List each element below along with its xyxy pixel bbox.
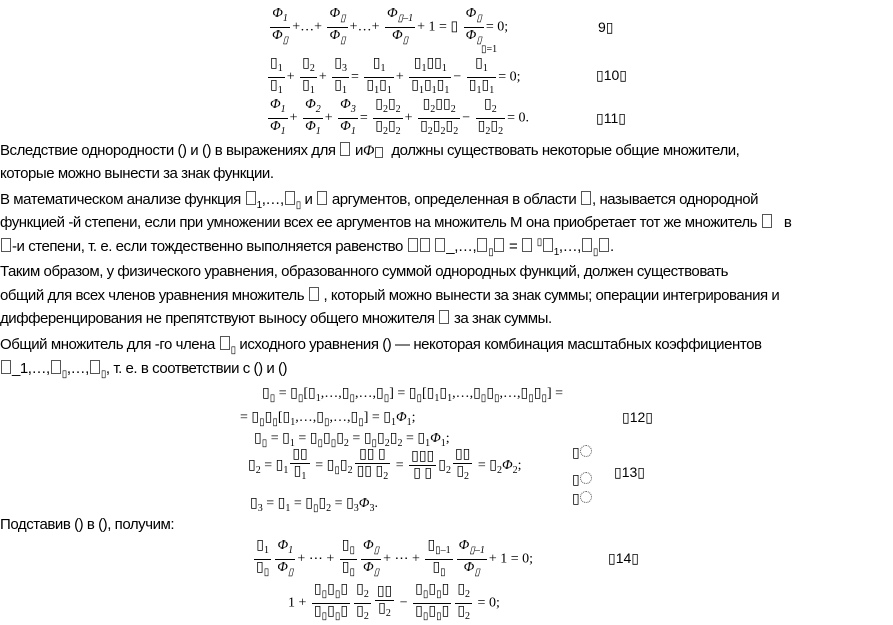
paragraph-3-line-2: общий для всех членов уравнения множитель , который можно вынести за знак суммы; операции интегрирования и bbox=[0, 287, 780, 304]
equation-13-line-3: $▯_3$ = $▯_1$ = $▯_▯▯_2$ = $▯_3\Phi_3$. bbox=[250, 496, 378, 514]
equation-14-line-2: 1 + $\frac{▯_▯▯_▯▯}{▯_▯▯_▯▯}$ $\frac{▯_2}{▯_2}$ $\frac{▯▯}{▯_2}$ − $\frac{▯_▯▯_▯▯}{▯_▯▯_▯▯}$ $\frac{▯_2}{▯_2}$ = 0; bbox=[288, 582, 500, 622]
equation-13-line-1: $▯_▯$ = $▯_1$ = $▯_▯▯_▯▯_2$ = $▯_▯▯_2▯_2$ = $▯_1\Phi_1$; bbox=[254, 431, 450, 449]
equation-9: $\frac{\Phi_1}{\Phi_▯}$ +…+ $\frac{\Phi_▯}{\Phi_▯}$ +…+ $\frac{\Phi_{▯-1}}{\Phi_▯}$ + 1 = ▯ $\frac{\Phi_▯}{\Phi_▯}$ = 0; bbox=[272, 6, 509, 46]
equation-11: $\frac{\Phi_1}{\Phi_1}$ + $\frac{\Phi_2}{\Phi_1}$ + $\frac{\Phi_3}{\Phi_1}$ = $\frac{▯_2▯_2}{▯_2▯_2}$ + $\frac{▯_2▯▯_2}{▯_2▯_2▯_2}$ − $\frac{▯_2}{▯_2▯_2}$ = 0. bbox=[270, 97, 529, 137]
paragraph-2-line-3: -и степени, т. е. если тождественно выполняется равенство _,…, $_▯$ = ▯$_1$,…, $_▯$ . bbox=[0, 237, 893, 258]
equation-12-number: ▯12▯ bbox=[622, 409, 654, 425]
paragraph-4-line-2: _1,…, $_▯$,…, $_▯$, т. е. в соответствии с () и () bbox=[0, 360, 893, 380]
paragraph-2-line-2: функцией -й степени, если при умножении всех ее аргументов на множитель M она приобретает тот же множитель в bbox=[0, 214, 792, 231]
equation-10-number: ▯10▯ bbox=[596, 67, 628, 83]
paragraph-4-line-1: Общий множитель для -го члена $_▯$ исходного уравнения () — некоторая комбинация масштабных коэффициентов bbox=[0, 336, 762, 356]
sum-index: ▯=1 bbox=[481, 44, 498, 55]
equation-10: $\frac{▯_1}{▯_1}$ + $\frac{▯_2}{▯_1}$ + $\frac{▯_3}{▯_1}$ = $\frac{▯_1}{▯_1▯_1}$ + $\frac{▯_1▯▯_1}{▯_1▯_1▯_1}$ − $\frac{▯_1}{▯_1▯_1}$ = 0; bbox=[270, 56, 521, 96]
equation-12-line-2: = $▯_▯▯_▯[▯_1,\dots,▯_▯,\dots,▯_▯]$ = $▯_1\Phi_1$; bbox=[240, 410, 416, 428]
paragraph-3-line-1: Таким образом, у физического уравнения, образованного суммой однородных функций, должен существовать bbox=[0, 263, 729, 280]
equation-9-number: 9▯ bbox=[598, 19, 614, 35]
equation-14-line-1: $\frac{▯_1}{▯_▯}$ $\frac{\Phi_1}{\Phi_▯}$ + ⋯ + $\frac{▯_▯}{▯_▯}$ $\frac{\Phi_▯}{\Phi_▯}$ + ⋯ + $\frac{▯_{▯-1}}{▯_▯}$ $\frac{\Phi_{▯-1}}{\Phi_▯}$ + 1 = 0; bbox=[256, 538, 534, 578]
equation-12-line-1: $▯_▯$ = $▯_▯[▯_1,\dots,▯_▯,\dots,▯_▯]$ = $▯_▯[▯_1▯_1,\dots,▯_▯▯_▯,\dots,▯_▯▯_▯]$ = bbox=[262, 386, 564, 404]
equation-14-number: ▯14▯ bbox=[608, 550, 640, 566]
paragraph-5: Подставив () в (), получим: bbox=[0, 516, 175, 533]
equation-13-number: ▯13▯ bbox=[614, 464, 646, 480]
paragraph-3-line-3: дифференцирования не препятствуют выносу общего множителя за знак суммы. bbox=[0, 310, 552, 327]
equation-11-number: ▯11▯ bbox=[596, 110, 626, 126]
paragraph-2-line-1: В математическом анализе функция $_1$,…, $_▯$ и аргументов, определенная в области , называется однородной bbox=[0, 191, 759, 211]
brace-marks: ▯ ▯ ▯ bbox=[572, 445, 592, 508]
paragraph-1-line-1: Вследствие однородности () и () в выражениях для иΦ должны существовать некоторые общие множители, bbox=[0, 142, 740, 159]
paragraph-1-line-2: которые можно вынести за знак функции. bbox=[0, 165, 274, 182]
equation-13-line-2: $▯_2$ = $▯_1$ $\frac{▯▯}{▯_1}$ = $▯_▯▯_2$ $\frac{▯▯ ▯}{▯▯ ▯_2}$ = $\frac{▯▯▯}{▯ ▯}$ $▯_2$ $\frac{▯▯}{▯_2}$ = $▯_2\Phi_2$; bbox=[248, 447, 522, 482]
